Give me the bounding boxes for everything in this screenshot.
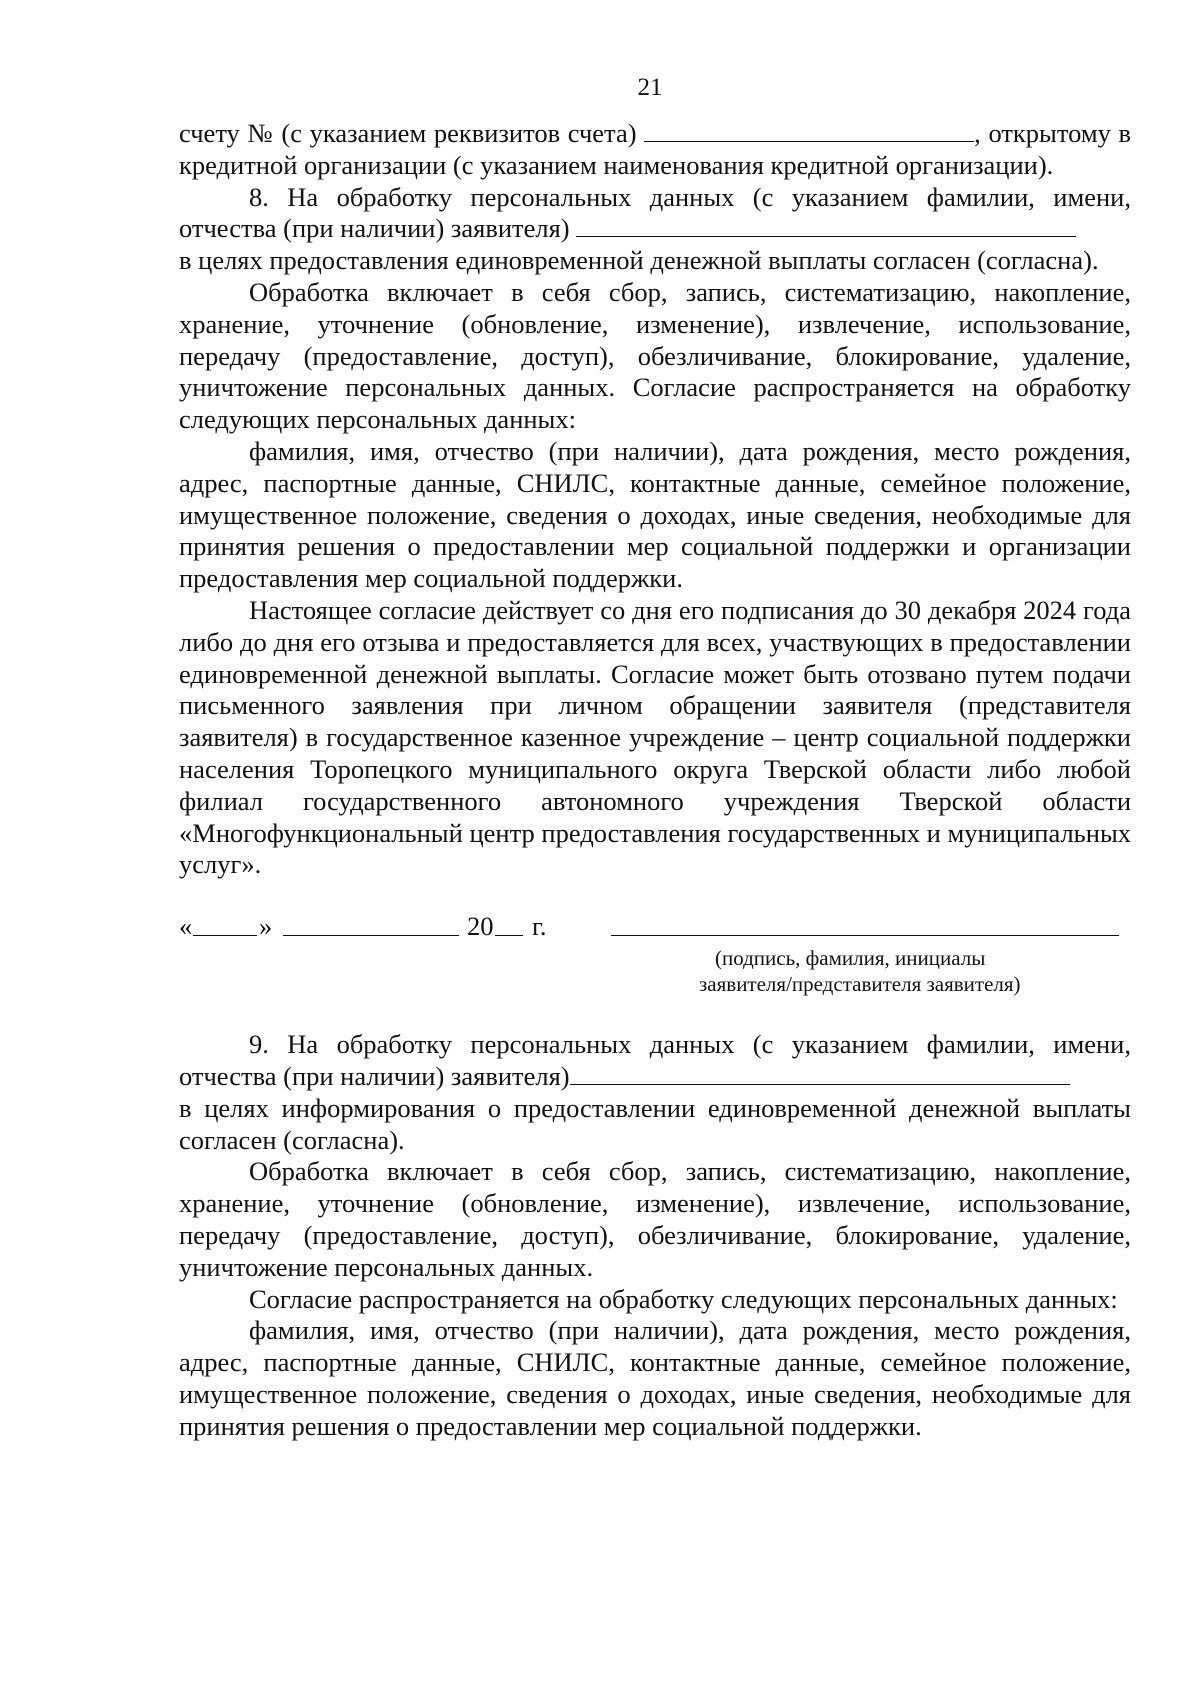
item-8-paragraph: [179, 182, 1131, 246]
item-9-purpose: в целях информирования о предоставлении единовременной денежной выплаты согласен (согласна).: [179, 1092, 1131, 1155]
signature-caption-line-2: заявителя/представителя заявителя): [699, 972, 1021, 997]
date-day-blank[interactable]: [193, 913, 257, 936]
item-8-name-blank[interactable]: [576, 214, 1076, 237]
item-9-name-blank[interactable]: [570, 1062, 1070, 1085]
date-open-quote: «: [179, 911, 193, 942]
item-8-text: 8. На обработку персональных данных (с указанием фамилии, имени, отчества (при наличии) заявителя): [179, 181, 1131, 244]
signature-row: [179, 911, 1131, 943]
signature-caption-line-1: (подпись, фамилия, инициалы: [715, 946, 986, 971]
account-text: счету № (с указанием реквизитов счета): [179, 118, 637, 148]
account-paragraph: [179, 118, 1131, 182]
account-blank[interactable]: [644, 119, 974, 142]
account-comma: ,: [974, 118, 981, 148]
date-month-blank[interactable]: [283, 913, 459, 936]
date-year-prefix: 20: [467, 911, 494, 942]
item-9-text: 9. На обработку персональных данных (с указанием фамилии, имени, отчества (при наличии) заявителя): [179, 1029, 1131, 1091]
page-number: 21: [637, 74, 663, 101]
spacer: [179, 999, 1131, 1029]
processing-paragraph-1: Обработка включает в себя сбор, запись, систематизацию, накопление, хранение, уточнение (обновление, изменение), извлечение, использование, передачу (предоставление, доступ), обезличивание, блокирование, удаление, уничтожение персональных данных. Согласие распространяется на обработку следующих персональных данных:: [179, 276, 1131, 435]
item-8-purpose: в целях предоставления единовременной денежной выплаты согласен (согласна).: [179, 245, 1099, 276]
date-close-quote: »: [259, 911, 273, 942]
account-text-cont: открытому в кредитной организации (с указанием наименования кредитной организации).: [179, 118, 1131, 180]
data-list-paragraph-2: фамилия, имя, отчество (при наличии), дата рождения, место рождения, адрес, паспортные данные, СНИЛС, контактные данные, семейное положение, имущественное положение, сведения о доходах, иные сведения, необходимые для принятия решения о предоставлении мер социальной поддержки.: [179, 1315, 1131, 1441]
item-9-paragraph: [179, 1029, 1131, 1093]
signature-line[interactable]: [611, 935, 1119, 936]
processing-paragraph-2: Обработка включает в себя сбор, запись, систематизацию, накопление, хранение, уточнение (обновление, изменение), извлечение, использование, передачу (предоставление, доступ), обезличивание, блокирование, удаление, уничтожение персональных данных.: [179, 1156, 1131, 1282]
consent-scope-paragraph: Согласие распространяется на обработку следующих персональных данных:: [249, 1283, 1118, 1314]
date-year-suffix: г.: [532, 911, 547, 942]
signature-caption: [179, 943, 1131, 999]
document-body: [179, 118, 1131, 1442]
data-list-paragraph-1: фамилия, имя, отчество (при наличии), дата рождения, место рождения, адрес, паспортные данные, СНИЛС, контактные данные, семейное положение, имущественное положение, сведения о доходах, иные сведения, необходимые для принятия решения о предоставлении мер социальной поддержки и организации предоставления мер социальной поддержки.: [179, 435, 1131, 594]
date-year-blank[interactable]: [495, 913, 523, 936]
validity-paragraph: Настоящее согласие действует со дня его подписания до 30 декабря 2024 года либо до дня его отзыва и предоставляется для всех, участвующих в предоставлении единовременной денежной выплаты. Согласие может быть отозвано путем подачи письменного заявления при личном обращении заявителя (представителя заявителя) в государственное казенное учреждение – центр социальной поддержки населения Торопецкого муниципального округа Тверской области либо любой филиал государственного автономного учреждения Тверской области «Многофункциональный центр предоставления государственных и муниципальных услуг».: [179, 594, 1131, 880]
